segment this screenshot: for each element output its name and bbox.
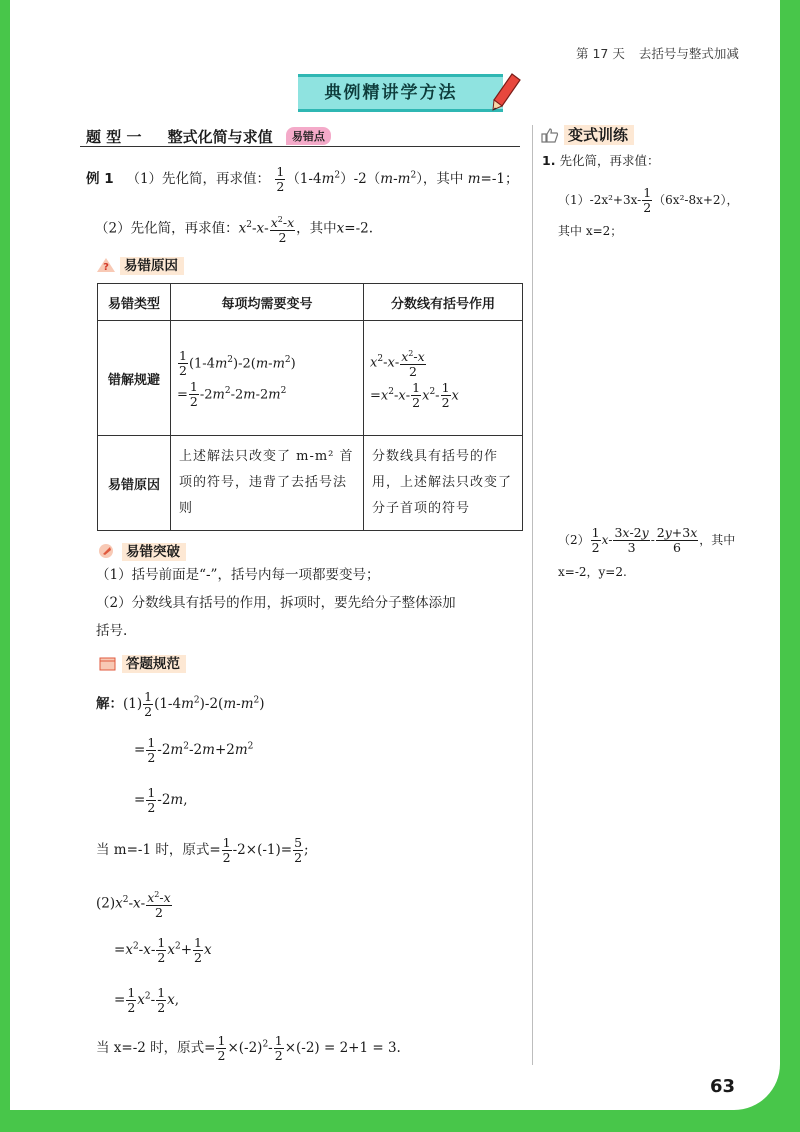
page-number: 63 [710, 1076, 736, 1097]
when-m-text: 当 m=-1 时，原式= [96, 842, 221, 858]
section-name: 整式化简与求值 [167, 128, 273, 146]
pencil-icon [490, 72, 522, 112]
wrong-solution-1: $\frac{1}{2}$ $(1-4m^2)-2(m-m^2)$ = $\frac{1}{2}$ $-2m^2-2m-2m^2$ [171, 321, 364, 436]
error-reason-label [96, 254, 184, 274]
table-row-label-wrong: 错解规避 [98, 321, 171, 436]
answer-title: 答题规范 [122, 655, 186, 673]
breakthrough-title: 易错突破 [122, 543, 186, 561]
variant-q1-p1-condition: 其中 x=2； [558, 224, 623, 238]
solution-1-line-3: = $\frac{1}{2}$ -2m, [134, 785, 188, 815]
rocket-icon [98, 543, 118, 559]
section-tag: 题 型 一 [86, 128, 142, 146]
svg-text:?: ? [103, 262, 109, 273]
solution-2-line-3: = $\frac{1}{2}$ $x^2-$ $\frac{1}{2}$ x, [114, 985, 180, 1015]
calendar-icon [98, 655, 118, 671]
thumbs-up-icon [540, 127, 560, 143]
variant-training-label [540, 124, 634, 145]
table-header-col1: 每项均需要变号 [171, 284, 364, 321]
table-header-type: 易错类型 [98, 284, 171, 321]
variant-title: 变式训练 [564, 125, 634, 145]
example-p2-b: ，其中 [296, 220, 337, 237]
page [10, 0, 780, 1110]
example-1-part-1: 例 1 （1）先化简，再求值： $\frac{1}{2}$ $(1-4m^2)-2(m-m^2)$，其中 m=-1； [86, 164, 519, 194]
table-row [98, 321, 523, 436]
solution-2-line-1: $(2)x^2-x-$ $\frac{x^2-x}{2}$ [96, 890, 171, 921]
page-header [576, 44, 749, 62]
variant-q1-p1-a: （1）-2x²+3x- [558, 193, 642, 207]
answer-standard-label [98, 652, 186, 672]
section-underline [80, 146, 520, 147]
error-reason-title: 易错原因 [120, 257, 184, 275]
header-topic: 去括号与整式加减 [638, 46, 739, 61]
fraction: $\frac{x^2-x}{2}$ [270, 215, 295, 246]
breakthrough-line-3: 括号. [96, 623, 128, 639]
table-header-col2: 分数线有括号作用 [364, 284, 523, 321]
variant-q1-part1: （1）-2x²+3x- $\frac{1}{2}$ （6x²-8x+2）， [558, 185, 739, 215]
solution-2-line-2: $=x^2-x-$ $\frac{1}{2}$ $x^2+$ $\frac{1}{2}$ x [114, 935, 212, 965]
when-x-text: 当 x=-2 时，原式= [96, 1040, 216, 1056]
variant-q1-part2: （2） $\frac{1}{2}$ x- $\frac{3x-2y}{3}$ - $\frac{2y+3x}{6}$ ，其中 [558, 525, 736, 555]
solution-1-line-2: = $\frac{1}{2}$ $-2m^2-2m+2m^2$ [134, 735, 254, 765]
section-title [86, 126, 331, 147]
reason-cell-1: 上述解法只改变了 m-m² 首项的符号，违背了去括号法则 [171, 436, 364, 531]
solution-1-result: 当 m=-1 时，原式= $\frac{1}{2}$ -2×(-1)= $\frac{5}{2}$ ; [96, 835, 309, 865]
variant-q1-number: 1. [542, 153, 556, 168]
solution-1-line-1: 解：(1) $\frac{1}{2}$ $(1-4m^2)-2(m-m^2)$ [96, 689, 265, 719]
fraction: $\frac{1}{2}$ [276, 164, 285, 194]
example-p1-b: （1-4 [286, 171, 322, 187]
question-warning-icon [96, 257, 116, 273]
example-p1-e: =-1； [480, 171, 519, 187]
table-header-row [98, 284, 523, 321]
solution-2-result: 当 x=-2 时，原式= $\frac{1}{2}$ $\times(-2)^2-$ $\frac{1}{2}$ ×(-2) = 2+1 = 3. [96, 1033, 401, 1063]
variant-q1-p1-b: （6x²-8x+2）， [653, 193, 739, 207]
variant-q1 [542, 152, 659, 170]
wrong-solution-2: $x^2-x-$ $\frac{x^2-x}{2}$ $=x^2-x-$ $\frac{1}{2}$ $x^2-$ $\frac{1}{2}$ x [364, 321, 523, 436]
breakthrough-line-1: （1）括号前面是“-”，括号内每一项都要变号； [96, 567, 380, 583]
solution-label: 解： [96, 696, 123, 712]
variant-q1-p2-label: （2） [558, 533, 590, 547]
breakthrough-line-2: （2）分数线具有括号的作用，拆项时，要先给分子整体添加 [96, 595, 456, 611]
example-p1-a: （1）先化简，再求值： [126, 171, 271, 187]
variant-q1-text: 先化简，再求值： [559, 153, 660, 168]
example-label: 例 1 [86, 171, 114, 187]
example-p1-c: ）-2（ [340, 171, 381, 187]
example-p1-d: ），其中 [416, 171, 464, 187]
banner [298, 74, 503, 112]
example-p2-c: =-2. [344, 220, 374, 237]
table-row [98, 436, 523, 531]
banner-title: 典例精讲学方法 [324, 83, 458, 103]
reason-cell-2: 分数线具有括号的作用，上述解法只改变了分子首项的符号 [364, 436, 523, 531]
table-row-label-reason: 易错原因 [98, 436, 171, 531]
error-prone-badge: 易错点 [286, 127, 331, 145]
variant-q1-p2-condition: x=-2，y=2. [558, 565, 627, 579]
column-divider [532, 125, 533, 1065]
breakthrough-label [98, 540, 186, 560]
example-1-part-2: （2）先化简，再求值：$x^2-x-$ $\frac{x^2-x}{2}$ ，其中x=-2. [95, 215, 374, 246]
error-analysis-table [97, 283, 523, 531]
example-p2-a: （2）先化简，再求值： [95, 220, 239, 237]
header-day: 第 17 天 [576, 46, 625, 61]
